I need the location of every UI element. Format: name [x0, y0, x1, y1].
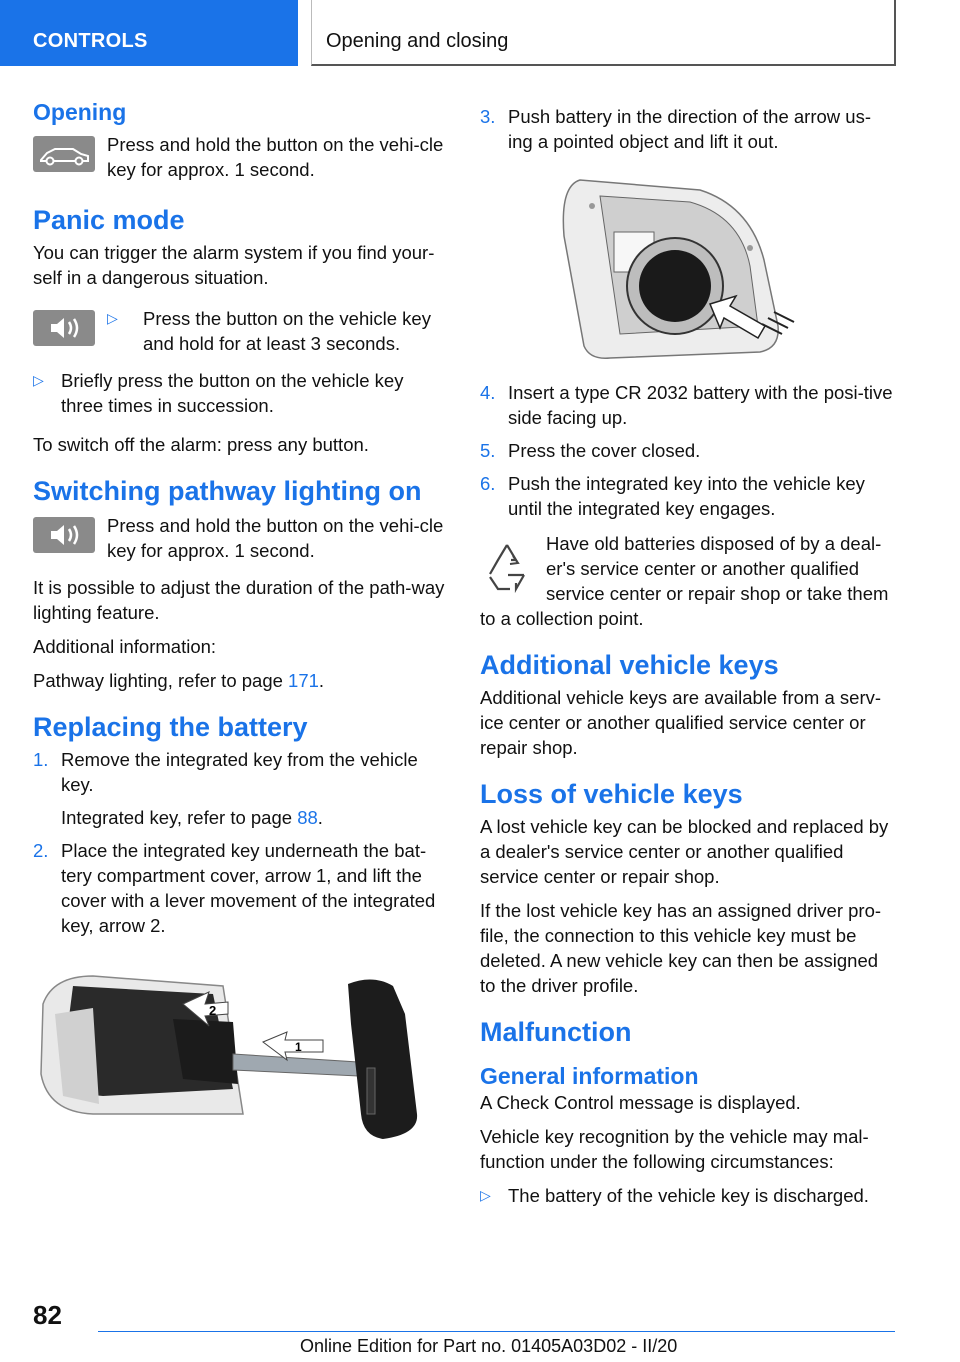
integrated-key-reference — [61, 805, 448, 830]
additional-keys-heading: Additional vehicle keys — [480, 650, 779, 680]
loss-paragraph-1: A lost vehicle key can be blocked and replaced by a dealer's service center or another qualified service center or repair shop. — [480, 816, 889, 887]
pathway-instruction — [33, 513, 448, 563]
battery-step-6 — [480, 471, 894, 521]
step-text: Push battery in the direction of the arrow us-ing a pointed object and lift it out. — [508, 106, 871, 152]
integrated-key-ref-text: Integrated key, refer to page — [61, 807, 298, 828]
battery-step-2 — [33, 838, 448, 938]
pathway-ref-text: Pathway lighting, refer to page — [33, 670, 289, 691]
pathway-text: Press and hold the button on the vehi-cle key for approx. 1 second. — [107, 515, 444, 561]
step-number: 4. — [480, 382, 496, 403]
battery-step-5 — [480, 438, 894, 463]
opening-instruction — [33, 132, 448, 182]
page-header — [0, 0, 960, 66]
step-number: 1. — [33, 749, 49, 770]
step-number: 2. — [33, 840, 49, 861]
pathway-button-icon — [33, 517, 95, 553]
car-unlock-button-icon — [33, 136, 95, 172]
step-number: 6. — [480, 473, 496, 494]
panic-intro: You can trigger the alarm system if you find your-self in a dangerous situation. — [33, 242, 435, 288]
disposal-text: Have old batteries disposed of by a deal-er's service center or another qualified service center or repair shop or take them to a collection point. — [480, 533, 889, 629]
bullet-triangle-icon: ▷ — [107, 310, 118, 326]
malfunction-bullet-1 — [480, 1183, 894, 1208]
disposal-note — [480, 531, 894, 631]
arrow-label-2: 2 — [209, 1003, 217, 1018]
step-text: Press the cover closed. — [508, 440, 701, 461]
integrated-key-ref-end: . — [317, 807, 323, 828]
step-text: Place the integrated key underneath the bat-tery compartment cover, arrow 1, and lift the cover with a lever movement of the integrated key, arrow 2. — [61, 840, 436, 936]
step-text: Push the integrated key into the vehicle key until the integrated key engages. — [508, 473, 865, 519]
panic-bullet-1 — [33, 306, 448, 356]
right-column — [480, 104, 894, 1216]
battery-step-3 — [480, 104, 894, 154]
bullet-triangle-icon: ▷ — [33, 372, 44, 388]
pathway-page-link[interactable]: 171 — [288, 670, 319, 691]
panic-bullet-2 — [33, 368, 448, 418]
step-text: Remove the integrated key from the vehicle key. — [61, 749, 418, 795]
page-number: 82 — [33, 1300, 62, 1330]
step-number: 3. — [480, 106, 496, 127]
additional-keys-text: Additional vehicle keys are available from a serv-ice center or another qualified service center or repair shop. — [480, 687, 882, 758]
loss-paragraph-2: If the lost vehicle key has an assigned driver pro-file, the connection to this vehicle key must be deleted. A new vehicle key can then be assigned to the driver profile. — [480, 900, 882, 996]
pathway-ref-end: . — [318, 670, 325, 691]
general-information-heading: General information — [480, 1063, 699, 1089]
recycle-icon — [480, 539, 534, 593]
malfunction-bullet-1-text: The battery of the vehicle key is discharged. — [508, 1185, 869, 1206]
battery-removal-illustration — [550, 176, 850, 366]
section-tab: CONTROLS — [0, 0, 298, 66]
battery-step-4 — [480, 380, 894, 430]
panic-heading: Panic mode — [33, 205, 185, 235]
loss-heading: Loss of vehicle keys — [480, 779, 743, 809]
malfunction-paragraph-2: Vehicle key recognition by the vehicle may mal-function under the following circumstances: — [480, 1126, 869, 1172]
battery-heading: Replacing the battery — [33, 712, 308, 742]
panic-switch-off: To switch off the alarm: press any button. — [33, 434, 369, 455]
pathway-additional: Additional information: — [33, 636, 217, 657]
panic-button-icon — [33, 310, 95, 346]
panic-bullet-2-text: Briefly press the button on the vehicle key three times in succession. — [61, 370, 404, 416]
malfunction-heading: Malfunction — [480, 1017, 632, 1047]
step-number: 5. — [480, 440, 496, 461]
integrated-key-page-link[interactable]: 88 — [297, 807, 318, 828]
chapter-title: Opening and closing — [311, 0, 896, 66]
panic-bullet-1-text: Press the button on the vehicle key and hold for at least 3 seconds. — [143, 308, 431, 354]
opening-text: Press and hold the button on the vehi-cle key for approx. 1 second. — [107, 134, 444, 180]
step-text: Insert a type CR 2032 battery with the posi-tive side facing up. — [508, 382, 893, 428]
footer-edition: Online Edition for Part no. 01405A03D02 - II/20 — [300, 1336, 678, 1356]
key-cover-removal-illustration — [33, 964, 443, 1154]
battery-step-1 — [33, 747, 448, 830]
pathway-reference — [33, 668, 448, 693]
opening-heading: Opening — [33, 99, 127, 125]
pathway-adjust: It is possible to adjust the duration of the path-way lighting feature. — [33, 577, 445, 623]
arrow-label-1: 1 — [295, 1040, 302, 1054]
malfunction-paragraph-1: A Check Control message is displayed. — [480, 1092, 801, 1113]
pathway-heading: Switching pathway lighting on — [33, 476, 422, 506]
footer-divider — [98, 1331, 895, 1332]
bullet-triangle-icon: ▷ — [480, 1187, 491, 1203]
left-column — [33, 98, 448, 1168]
